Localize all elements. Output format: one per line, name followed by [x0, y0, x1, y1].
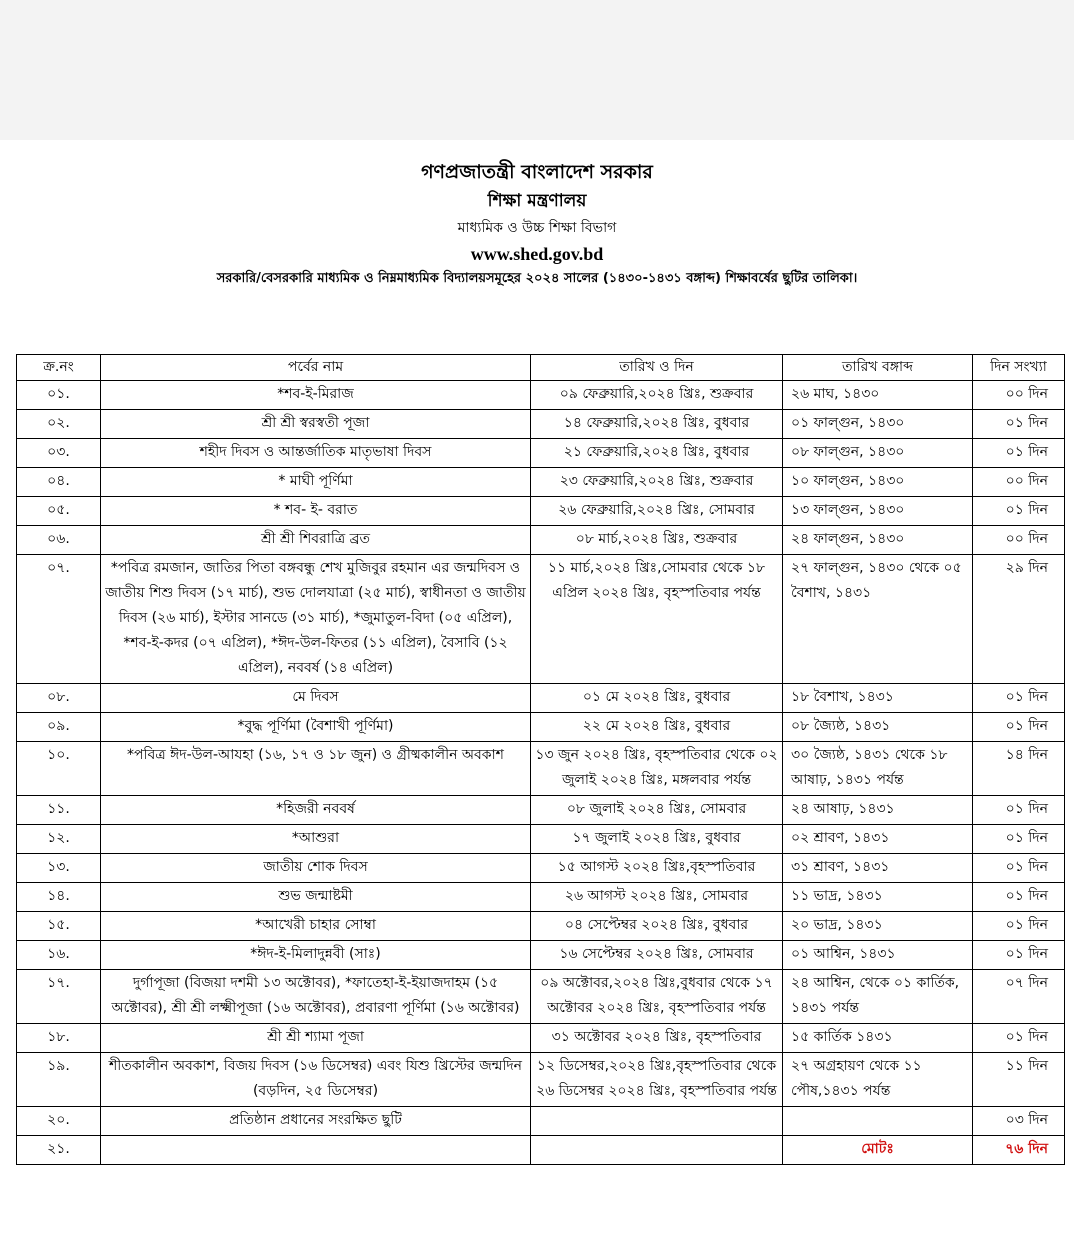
table-row — [17, 468, 1065, 497]
cell-serial: ১২. — [17, 825, 101, 854]
table-row — [17, 555, 1065, 684]
table-row — [17, 526, 1065, 555]
cell-days: ০০ দিন — [973, 526, 1065, 555]
cell-serial: ১৪. — [17, 883, 101, 912]
cell-date: ০১ মে ২০২৪ খ্রিঃ, বুধবার — [531, 684, 783, 713]
cell-empty — [101, 1136, 531, 1165]
cell-days: ০১ দিন — [973, 713, 1065, 742]
cell-days: ০১ দিন — [973, 825, 1065, 854]
cell-days: ১৪ দিন — [973, 742, 1065, 796]
cell-date: ১৫ আগস্ট ২০২৪ খ্রিঃ,বৃহস্পতিবার — [531, 854, 783, 883]
cell-days: ০১ দিন — [973, 796, 1065, 825]
table-row — [17, 854, 1065, 883]
cell-date: ১৩ জুন ২০২৪ খ্রিঃ, বৃহস্পতিবার থেকে ০২ জুলাই ২০২৪ খ্রিঃ, মঙ্গলবার পর্যন্ত — [531, 742, 783, 796]
cell-date: ০৯ অক্টোবর,২০২৪ খ্রিঃ,বুধবার থেকে ১৭ অক্টোবর ২০২৪ খ্রিঃ, বৃহস্পতিবার পর্যন্ত — [531, 970, 783, 1024]
cell-bangla-date: ০১ ফাল্গুন, ১৪৩০ — [783, 410, 973, 439]
top-blank-band — [0, 0, 1074, 140]
column-header-days: দিন সংখ্যা — [973, 355, 1065, 381]
cell-date: ৩১ অক্টোবর ২০২৪ খ্রিঃ, বৃহস্পতিবার — [531, 1024, 783, 1053]
cell-days: ০০ দিন — [973, 468, 1065, 497]
table-row — [17, 1053, 1065, 1107]
cell-bangla-date: ৩১ শ্রাবণ, ১৪৩১ — [783, 854, 973, 883]
holiday-table — [16, 354, 1065, 1165]
table-row — [17, 742, 1065, 796]
table-header-row — [17, 355, 1065, 381]
cell-date: ২২ মে ২০২৪ খ্রিঃ, বুধবার — [531, 713, 783, 742]
cell-serial: ০৯. — [17, 713, 101, 742]
cell-name: শহীদ দিবস ও আন্তর্জাতিক মাতৃভাষা দিবস — [101, 439, 531, 468]
cell-bangla-date: ১৫ কার্তিক ১৪৩১ — [783, 1024, 973, 1053]
cell-bangla-date: ০৮ জ্যৈষ্ঠ, ১৪৩১ — [783, 713, 973, 742]
cell-serial: ০৩. — [17, 439, 101, 468]
cell-serial: ০৫. — [17, 497, 101, 526]
cell-days: ০১ দিন — [973, 439, 1065, 468]
cell-date: ২৬ ফেব্রুয়ারি,২০২৪ খ্রিঃ, সোমবার — [531, 497, 783, 526]
cell-name: *পবিত্র ঈদ-উল-আযহা (১৬, ১৭ ও ১৮ জুন) ও গ্রীষ্মকালীন অবকাশ — [101, 742, 531, 796]
cell-bangla-date — [783, 1107, 973, 1136]
cell-name: প্রতিষ্ঠান প্রধানের সংরক্ষিত ছুটি — [101, 1107, 531, 1136]
cell-bangla-date: ২৭ অগ্রহায়ণ থেকে ১১ পৌষ,১৪৩১ পর্যন্ত — [783, 1053, 973, 1107]
cell-serial: ০১. — [17, 381, 101, 410]
cell-bangla-date: ১৮ বৈশাখ, ১৪৩১ — [783, 684, 973, 713]
cell-days: ২৯ দিন — [973, 555, 1065, 684]
cell-days: ০১ দিন — [973, 684, 1065, 713]
column-header-bangla-date: তারিখ বঙ্গাব্দ — [783, 355, 973, 381]
cell-days: ০৭ দিন — [973, 970, 1065, 1024]
cell-serial: ০৮. — [17, 684, 101, 713]
cell-serial: ০৪. — [17, 468, 101, 497]
cell-name: দুর্গাপূজা (বিজয়া দশমী ১৩ অক্টোবর), *ফাতেহা-ই-ইয়াজদাহম (১৫ অক্টোবর), শ্রী শ্রী লক্ষ্মীপূজা (১৬ অক্টোবর), প্রবারণা পূর্ণিমা (১৬ অক্টোবর) — [101, 970, 531, 1024]
cell-name: মে দিবস — [101, 684, 531, 713]
table-row — [17, 912, 1065, 941]
cell-date: ০৮ মার্চ,২০২৪ খ্রিঃ, শুক্রবার — [531, 526, 783, 555]
cell-days: ০৩ দিন — [973, 1107, 1065, 1136]
cell-bangla-date: ১০ ফাল্গুন, ১৪৩০ — [783, 468, 973, 497]
table-row — [17, 410, 1065, 439]
cell-serial: ১১. — [17, 796, 101, 825]
cell-bangla-date: ২৬ মাঘ, ১৪৩০ — [783, 381, 973, 410]
table-row — [17, 439, 1065, 468]
cell-bangla-date: ২৪ আষাঢ়, ১৪৩১ — [783, 796, 973, 825]
cell-bangla-date: ৩০ জ্যৈষ্ঠ, ১৪৩১ থেকে ১৮ আষাঢ়, ১৪৩১ পর্যন্ত — [783, 742, 973, 796]
cell-days: ০১ দিন — [973, 941, 1065, 970]
cell-date: ০৮ জুলাই ২০২৪ খ্রিঃ, সোমবার — [531, 796, 783, 825]
division-title: মাধ্যমিক ও উচ্চ শিক্ষা বিভাগ — [457, 220, 617, 236]
cell-name: জাতীয় শোক দিবস — [101, 854, 531, 883]
cell-date: ০৪ সেপ্টেম্বর ২০২৪ খ্রিঃ, বুধবার — [531, 912, 783, 941]
table-row — [17, 713, 1065, 742]
cell-name: শীতকালীন অবকাশ, বিজয় দিবস (১৬ ডিসেম্বর) এবং যিশু খ্রিস্টের জন্মদিন (বড়দিন, ২৫ ডিসেম্বর) — [101, 1053, 531, 1107]
cell-date: ১৭ জুলাই ২০২৪ খ্রিঃ, বুধবার — [531, 825, 783, 854]
cell-serial: ১৯. — [17, 1053, 101, 1107]
cell-bangla-date: ২৪ ফাল্গুন, ১৪৩০ — [783, 526, 973, 555]
table-row — [17, 970, 1065, 1024]
cell-serial: ১৩. — [17, 854, 101, 883]
cell-name: * মাঘী পূর্ণিমা — [101, 468, 531, 497]
cell-days: ০১ দিন — [973, 410, 1065, 439]
table-row — [17, 1107, 1065, 1136]
cell-days: ০১ দিন — [973, 883, 1065, 912]
table-row — [17, 941, 1065, 970]
cell-date: ২৩ ফেব্রুয়ারি,২০২৪ খ্রিঃ, শুক্রবার — [531, 468, 783, 497]
cell-bangla-date: ১৩ ফাল্গুন, ১৪৩০ — [783, 497, 973, 526]
cell-serial: ১৫. — [17, 912, 101, 941]
government-title: গণপ্রজাতন্ত্রী বাংলাদেশ সরকার — [421, 161, 653, 183]
column-header-serial: ক্র.নং — [17, 355, 101, 381]
cell-name: শ্রী শ্রী শ্যামা পূজা — [101, 1024, 531, 1053]
column-header-date: তারিখ ও দিন — [531, 355, 783, 381]
total-days: ৭৬ দিন — [973, 1136, 1065, 1165]
cell-date: ১১ মার্চ,২০২৪ খ্রিঃ,সোমবার থেকে ১৮ এপ্রিল ২০২৪ খ্রিঃ, বৃহস্পতিবার পর্যন্ত — [531, 555, 783, 684]
cell-name: *আশুরা — [101, 825, 531, 854]
table-row — [17, 381, 1065, 410]
cell-name: শ্রী শ্রী শিবরাত্রি ব্রত — [101, 526, 531, 555]
cell-bangla-date: ০১ আশ্বিন, ১৪৩১ — [783, 941, 973, 970]
table-row — [17, 684, 1065, 713]
table-row — [17, 796, 1065, 825]
cell-date: ১২ ডিসেম্বর,২০২৪ খ্রিঃ,বৃহস্পতিবার থেকে ২৬ ডিসেম্বর ২০২৪ খ্রিঃ, বৃহস্পতিবার পর্যন্ত — [531, 1053, 783, 1107]
cell-serial: ১০. — [17, 742, 101, 796]
cell-name: *শব-ই-মিরাজ — [101, 381, 531, 410]
cell-bangla-date: ০২ শ্রাবণ, ১৪৩১ — [783, 825, 973, 854]
document-header — [0, 163, 1074, 285]
cell-serial: ০২. — [17, 410, 101, 439]
cell-name: *বুদ্ধ পূর্ণিমা (বৈশাখী পূর্ণিমা) — [101, 713, 531, 742]
cell-bangla-date: ২০ ভাদ্র, ১৪৩১ — [783, 912, 973, 941]
document-subtitle: সরকারি/বেসরকারি মাধ্যমিক ও নিম্নমাধ্যমিক বিদ্যালয়সমূহের ২০২৪ সালের (১৪৩০-১৪৩১ বঙ্গাব্দ) শিক্ষাবর্ষের ছুটির তালিকা। — [216, 271, 858, 286]
cell-name: শ্রী শ্রী স্বরস্বতী পূজা — [101, 410, 531, 439]
cell-date: ০৯ ফেব্রুয়ারি,২০২৪ খ্রিঃ, শুক্রবার — [531, 381, 783, 410]
cell-serial: ১৮. — [17, 1024, 101, 1053]
cell-serial: ২১. — [17, 1136, 101, 1165]
cell-name: *পবিত্র রমজান, জাতির পিতা বঙ্গবন্ধু শেখ মুজিবুর রহমান এর জন্মদিবস ও জাতীয় শিশু দিবস (১৭ মার্চ), শুভ দোলযাত্রা (২৫ মার্চ), স্বাধীনতা ও জাতীয় দিবস (২৬ মার্চ), ইস্টার সানডে (৩১ মার্চ), *জুমাতুল-বিদা (০৫ এপ্রিল), *শব-ই-কদর (০৭ এপ্রিল), *ঈদ-উল-ফিতর (১১ এপ্রিল), বৈসাবি (১২ এপ্রিল), নববর্ষ (১৪ এপ্রিল) — [101, 555, 531, 684]
cell-bangla-date: ১১ ভাদ্র, ১৪৩১ — [783, 883, 973, 912]
table-row — [17, 883, 1065, 912]
website-link[interactable]: www.shed.gov.bd — [470, 244, 604, 264]
cell-days: ০১ দিন — [973, 1024, 1065, 1053]
cell-name: * শব- ই- বরাত — [101, 497, 531, 526]
cell-bangla-date: ২৭ ফাল্গুন, ১৪৩০ থেকে ০৫ বৈশাখ, ১৪৩১ — [783, 555, 973, 684]
cell-serial: ০৬. — [17, 526, 101, 555]
cell-days: ০০ দিন — [973, 381, 1065, 410]
cell-date: ২১ ফেব্রুয়ারি,২০২৪ খ্রিঃ, বুধবার — [531, 439, 783, 468]
cell-days: ১১ দিন — [973, 1053, 1065, 1107]
cell-name: *আখেরী চাহার সোম্বা — [101, 912, 531, 941]
cell-date: ২৬ আগস্ট ২০২৪ খ্রিঃ, সোমবার — [531, 883, 783, 912]
cell-name: *ঈদ-ই-মিলাদুন্নবী (সাঃ) — [101, 941, 531, 970]
total-label: মোটঃ — [783, 1136, 973, 1165]
table-row — [17, 497, 1065, 526]
cell-date — [531, 1107, 783, 1136]
cell-serial: ০৭. — [17, 555, 101, 684]
table-row — [17, 825, 1065, 854]
cell-serial: ১৭. — [17, 970, 101, 1024]
total-row — [17, 1136, 1065, 1165]
table-row — [17, 1024, 1065, 1053]
cell-bangla-date: ০৮ ফাল্গুন, ১৪৩০ — [783, 439, 973, 468]
cell-serial: ১৬. — [17, 941, 101, 970]
cell-bangla-date: ২৪ আশ্বিন, থেকে ০১ কার্তিক, ১৪৩১ পর্যন্ত — [783, 970, 973, 1024]
ministry-title: শিক্ষা মন্ত্রণালয় — [487, 191, 587, 211]
cell-days: ০১ দিন — [973, 854, 1065, 883]
cell-days: ০১ দিন — [973, 912, 1065, 941]
cell-empty — [531, 1136, 783, 1165]
cell-name: *হিজরী নববর্ষ — [101, 796, 531, 825]
cell-days: ০১ দিন — [973, 497, 1065, 526]
cell-name: শুভ জন্মাষ্টমী — [101, 883, 531, 912]
cell-date: ১৬ সেপ্টেম্বর ২০২৪ খ্রিঃ, সোমবার — [531, 941, 783, 970]
cell-date: ১৪ ফেব্রুয়ারি,২০২৪ খ্রিঃ, বুধবার — [531, 410, 783, 439]
column-header-name: পর্বের নাম — [101, 355, 531, 381]
cell-serial: ২০. — [17, 1107, 101, 1136]
